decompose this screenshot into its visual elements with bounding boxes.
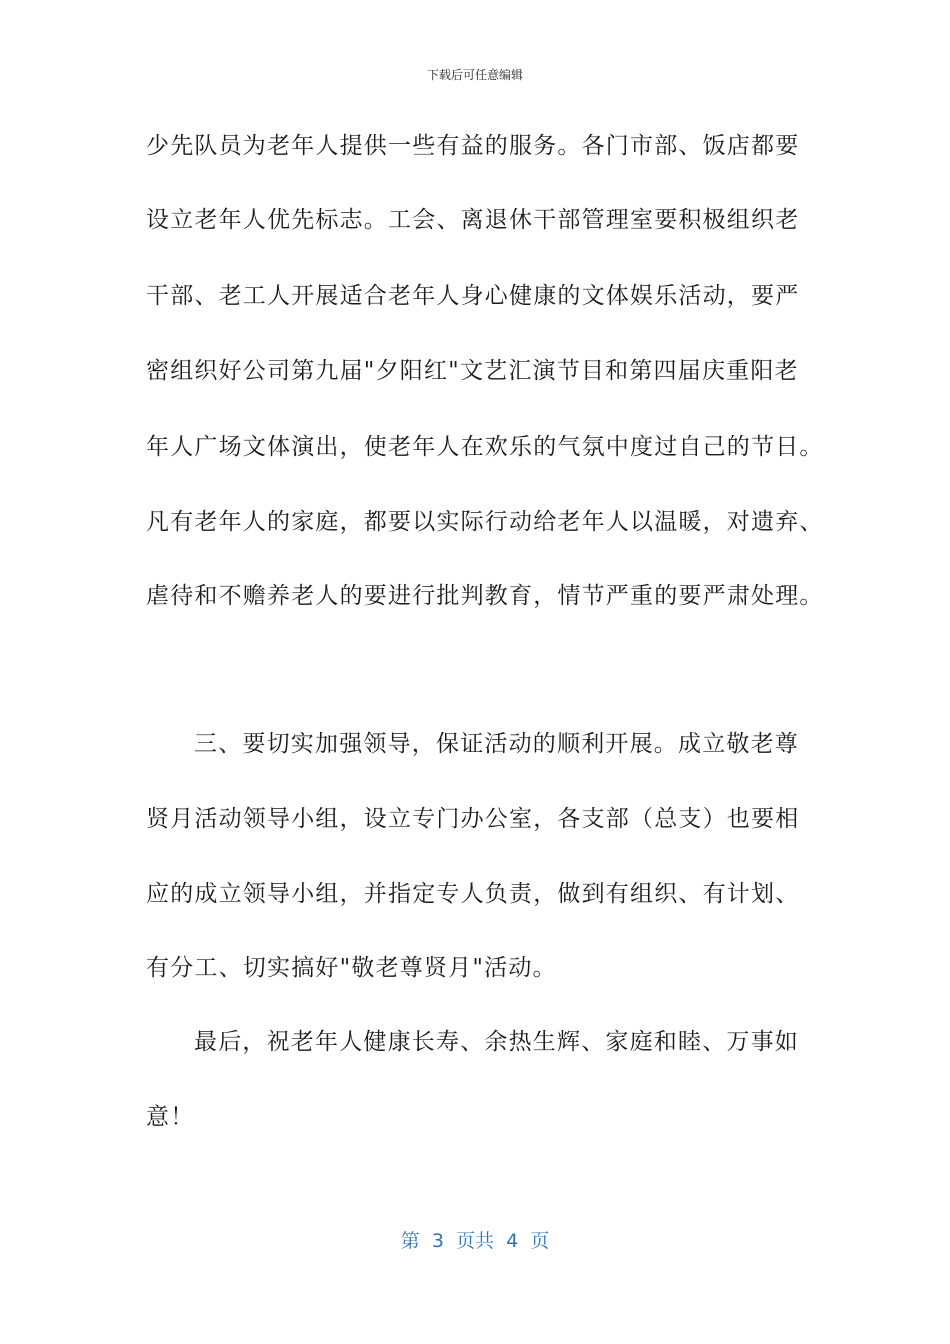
- text-line: 凡有老年人的家庭，都要以实际行动给老年人以温暖，对遗弃、: [146, 509, 824, 535]
- text-line: 设立老年人优先标志。工会、离退休干部管理室要积极组织老: [146, 207, 800, 233]
- page-footer: 第 3 页共 4 页: [400, 1230, 550, 1252]
- text-line: 应的成立领导小组，并指定专人负责，做到有组织、有计划、: [146, 881, 800, 907]
- text-line: 干部、老工人开展适合老年人身心健康的文体娱乐活动，要严: [146, 283, 800, 309]
- text-line: 贤月活动领导小组，设立专门办公室，各支部（总支）也要相: [146, 806, 800, 832]
- text-line: 最后，祝老年人健康长寿、余热生辉、家庭和睦、万事如: [194, 1029, 799, 1055]
- text-line: 意！: [146, 1104, 195, 1130]
- text-line: 年人广场文体演出，使老年人在欢乐的气氛中度过自己的节日。: [146, 434, 824, 460]
- text-line: 虐待和不赡养老人的要进行批判教育，情节严重的要严肃处理。: [146, 583, 824, 609]
- text-line: 少先队员为老年人提供一些有益的服务。各门市部、饭店都要: [146, 133, 800, 159]
- text-line: 有分工、切实搞好"敬老尊贤月"活动。: [146, 955, 557, 981]
- text-line: 密组织好公司第九届"夕阳红"文艺汇演节目和第四届庆重阳老: [146, 358, 799, 384]
- page-header: 下载后可任意编辑: [426, 68, 523, 82]
- text-line: 三、要切实加强领导，保证活动的顺利开展。成立敬老尊: [194, 731, 799, 757]
